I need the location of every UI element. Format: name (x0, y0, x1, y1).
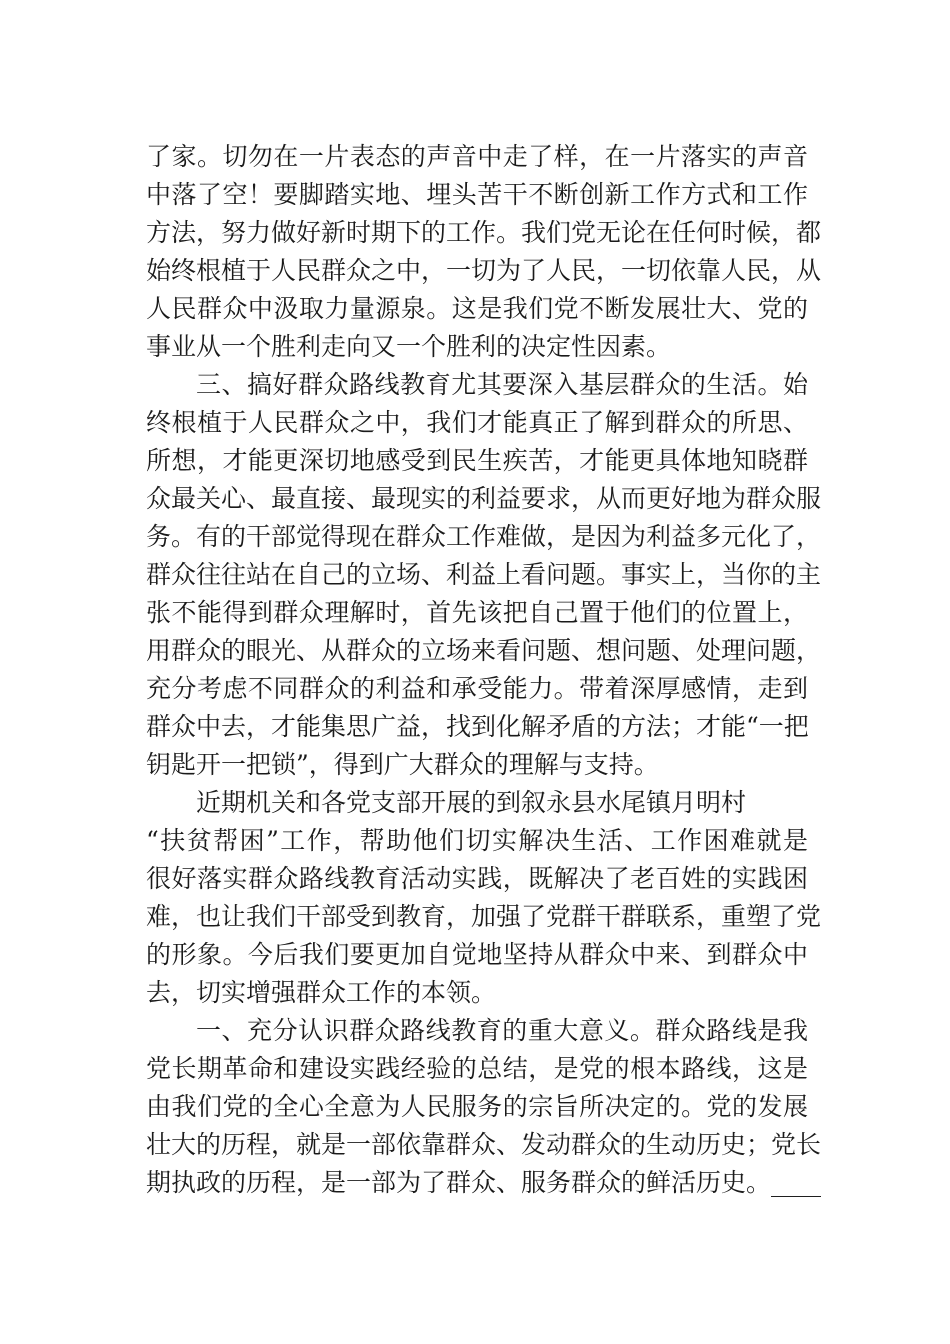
text-line: 终根植于人民群众之中，我们才能真正了解到群众的所思、 (146, 408, 808, 437)
text-line: 群众往往站在自己的立场、利益上看问题。事实上，当你的主 (146, 560, 822, 589)
text-line: “扶贫帮困”工作，帮助他们切实解决生活、工作困难就是 (146, 826, 808, 855)
text-line: 壮大的历程，就是一部依靠群众、发动群众的生动历史；党长 (146, 1130, 822, 1159)
text-line: 中落了空！要脚踏实地、埋头苦干不断创新工作方式和工作 (146, 180, 808, 209)
text-line: 人民群众中汲取力量源泉。这是我们党不断发展壮大、党的 (146, 294, 808, 323)
text-line: 众最关心、最直接、最现实的利益要求，从而更好地为群众服 (146, 484, 822, 513)
text-line: 去，切实增强群众工作的本领。 (146, 978, 497, 1007)
text-line: 张不能得到群众理解时，首先该把自己置于他们的位置上， (146, 598, 808, 627)
text-line: 用群众的眼光、从群众的立场来看问题、想问题、处理问题， (146, 636, 822, 665)
paragraph-start-line: 三、搞好群众路线教育尤其要深入基层群众的生活。始 (196, 370, 808, 399)
text-line: 了家。切勿在一片表态的声音中走了样，在一片落实的声音 (146, 142, 808, 171)
text-line: 始终根植于人民群众之中，一切为了人民，一切依靠人民，从 (146, 256, 822, 285)
text-line: 群众中去，才能集思广益，找到化解矛盾的方法；才能“一把 (146, 712, 809, 741)
text-line: 由我们党的全心全意为人民服务的宗旨所决定的。党的发展 (146, 1092, 808, 1121)
text-line: 方法，努力做好新时期下的工作。我们党无论在任何时候，都 (146, 218, 822, 247)
text-line: 党长期革命和建设实践经验的总结，是党的根本路线，这是 (146, 1054, 808, 1083)
text-line: 事业从一个胜利走向又一个胜利的决定性因素。 (146, 332, 672, 361)
paragraph-start-line: 一、充分认识群众路线教育的重大意义。群众路线是我 (196, 1016, 808, 1045)
paragraph-start-line: 近期机关和各党支部开展的到叙永县水尾镇月明村 (196, 788, 747, 817)
text-line: 的形象。今后我们要更加自觉地坚持从群众中来、到群众中 (146, 940, 808, 969)
text-line: 钥匙开一把锁”，得到广大群众的理解与支持。 (146, 750, 659, 779)
text-line: 很好落实群众路线教育活动实践，既解决了老百姓的实践困 (146, 864, 808, 893)
text-line: 期执政的历程，是一部为了群众、服务群众的鲜活历史。____ (146, 1168, 822, 1197)
text-line: 所想，才能更深切地感受到民生疾苦，才能更具体地知晓群 (146, 446, 808, 475)
text-line: 充分考虑不同群众的利益和承受能力。带着深厚感情，走到 (146, 674, 808, 703)
text-line: 务。有的干部觉得现在群众工作难做，是因为利益多元化了， (146, 522, 822, 551)
text-line: 难，也让我们干部受到教育，加强了党群干群联系，重塑了党 (146, 902, 822, 931)
